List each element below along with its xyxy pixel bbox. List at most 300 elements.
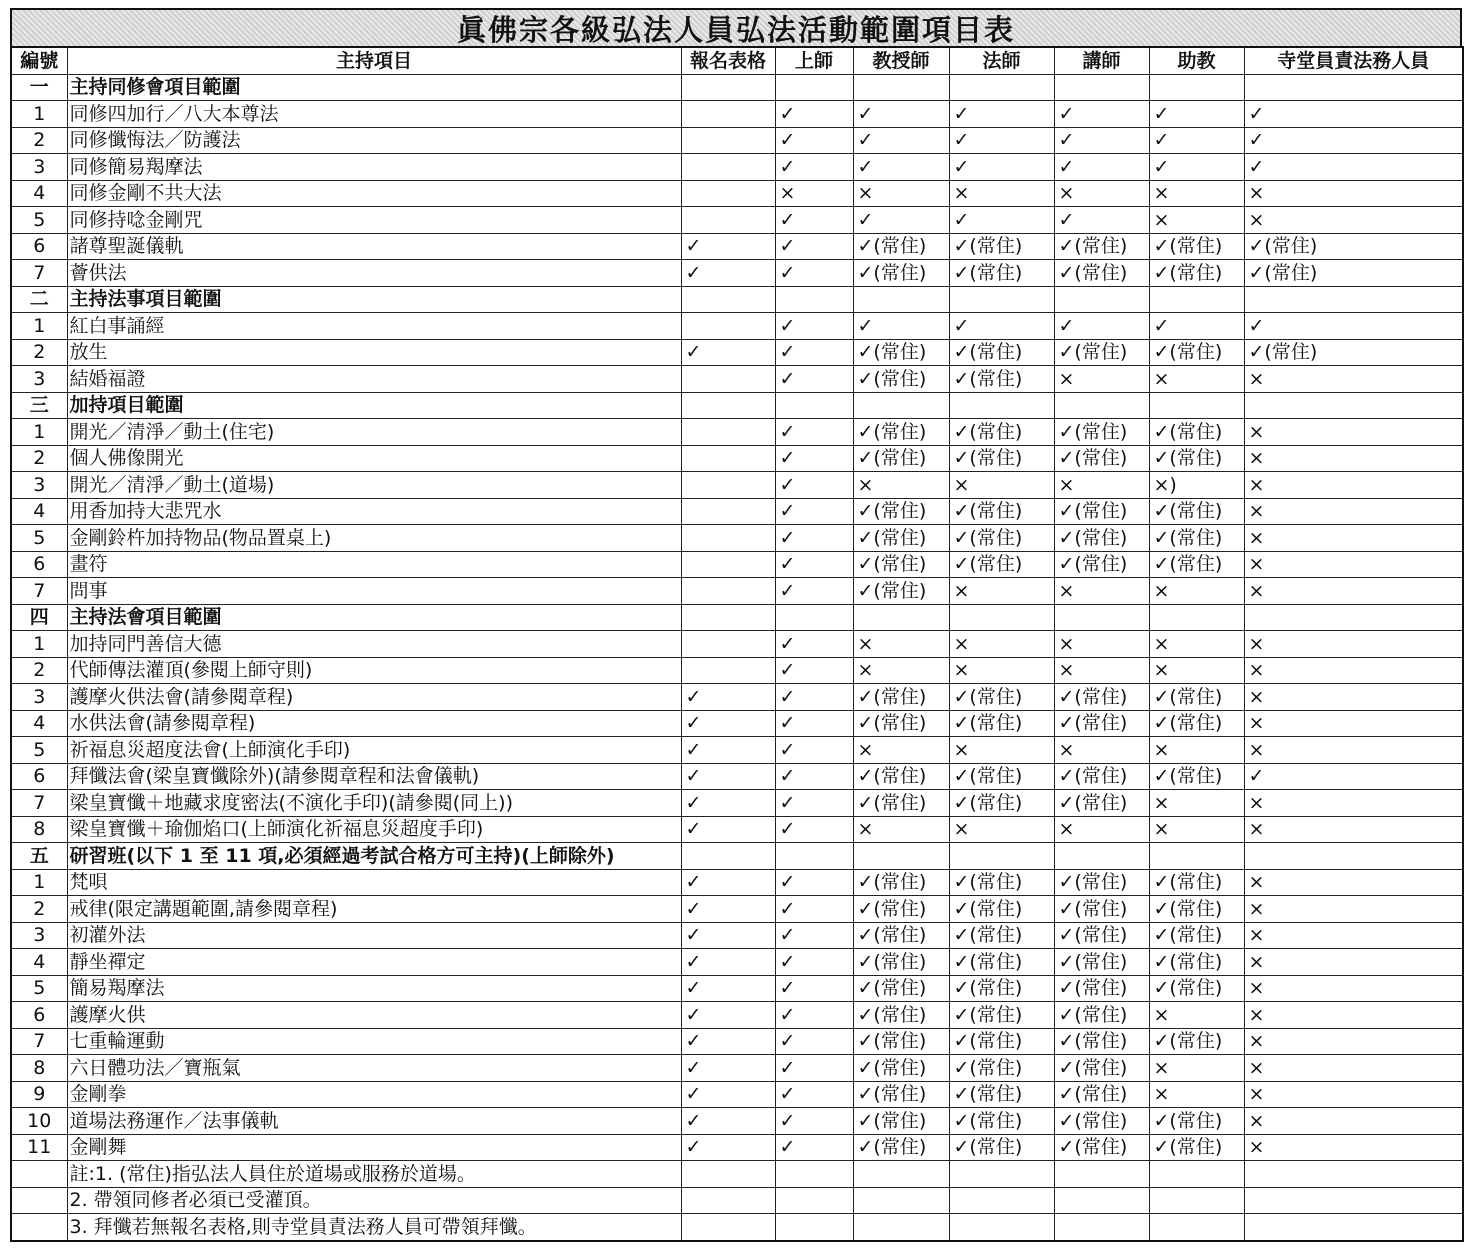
- permission-mark: ✓: [775, 1028, 853, 1055]
- permission-mark: ✓: [775, 472, 853, 499]
- permission-mark: ✓: [1244, 127, 1463, 154]
- note-text: 3. 拜懺若無報名表格,則寺堂員責法務人員可帶領拜懺。: [67, 1214, 681, 1241]
- table-row: [11, 737, 1463, 764]
- permission-mark: [681, 631, 775, 658]
- permission-mark: ✓: [1054, 154, 1149, 181]
- empty-cell: [1244, 286, 1463, 313]
- permission-mark: ✓(常住): [853, 233, 949, 260]
- item-name: 護摩火供法會(請參閱章程): [67, 684, 681, 711]
- permission-mark: ✓: [949, 101, 1054, 128]
- permission-mark: ×: [949, 578, 1054, 605]
- empty-cell: [775, 1161, 853, 1188]
- table-row: [11, 472, 1463, 499]
- table-row: [11, 1055, 1463, 1082]
- permission-mark: ✓: [775, 869, 853, 896]
- permission-mark: ✓: [775, 260, 853, 287]
- row-number: 4: [11, 180, 67, 207]
- permission-mark: ✓(常住): [1054, 763, 1149, 790]
- table-row: [11, 419, 1463, 446]
- permission-mark: ✓: [1149, 127, 1244, 154]
- permission-mark: ✓(常住): [1149, 551, 1244, 578]
- permission-mark: ✓(常住): [853, 366, 949, 393]
- permission-mark: ×: [1244, 1055, 1463, 1082]
- note-row: [11, 1214, 1463, 1241]
- permission-mark: [681, 578, 775, 605]
- page-title: 眞佛宗各級弘法人員弘法活動範圍項目表: [456, 12, 1015, 47]
- permission-mark: ×: [1149, 816, 1244, 843]
- table-row: [11, 1002, 1463, 1029]
- row-number: 2: [11, 127, 67, 154]
- permission-mark: ✓(常住): [1149, 975, 1244, 1002]
- permission-mark: ✓: [775, 631, 853, 658]
- permission-mark: ✓: [775, 127, 853, 154]
- permission-mark: ×: [1149, 790, 1244, 817]
- permission-mark: [681, 657, 775, 684]
- permission-mark: ✓: [1244, 154, 1463, 181]
- permission-mark: ✓(常住): [1149, 684, 1244, 711]
- row-number: 6: [11, 763, 67, 790]
- permission-mark: ×: [1244, 922, 1463, 949]
- permission-mark: [681, 101, 775, 128]
- permission-mark: ✓: [775, 498, 853, 525]
- permission-mark: ×: [1244, 1028, 1463, 1055]
- table-row: [11, 922, 1463, 949]
- table-row: [11, 975, 1463, 1002]
- scope-table: [10, 46, 1464, 1242]
- permission-mark: ✓: [681, 790, 775, 817]
- permission-mark: ✓(常住): [853, 1055, 949, 1082]
- empty-cell: [853, 1214, 949, 1241]
- permission-mark: ✓(常住): [949, 1081, 1054, 1108]
- permission-mark: ✓: [681, 896, 775, 923]
- permission-mark: ✓(常住): [853, 975, 949, 1002]
- permission-mark: ×: [949, 631, 1054, 658]
- permission-mark: ✓(常住): [1054, 710, 1149, 737]
- permission-mark: ✓: [775, 737, 853, 764]
- column-header: 主持項目: [67, 47, 681, 74]
- column-header: 教授師: [853, 47, 949, 74]
- row-number: 2: [11, 657, 67, 684]
- empty-cell: [1054, 74, 1149, 101]
- permission-mark: ✓(常住): [853, 1108, 949, 1135]
- permission-mark: ✓: [775, 657, 853, 684]
- empty-cell: [949, 74, 1054, 101]
- permission-mark: ✓(常住): [853, 684, 949, 711]
- permission-mark: ✓: [681, 684, 775, 711]
- row-number: 1: [11, 313, 67, 340]
- permission-mark: ×: [1244, 737, 1463, 764]
- section-number: 五: [11, 843, 67, 870]
- item-name: 同修簡易羯摩法: [67, 154, 681, 181]
- empty-cell: [949, 843, 1054, 870]
- permission-mark: ✓: [681, 949, 775, 976]
- empty-cell: [1149, 392, 1244, 419]
- permission-mark: ✓(常住): [1149, 1134, 1244, 1161]
- row-number: 1: [11, 419, 67, 446]
- permission-mark: ×: [1149, 1002, 1244, 1029]
- permission-mark: ×: [1244, 710, 1463, 737]
- empty-cell: [1149, 74, 1244, 101]
- table-row: [11, 869, 1463, 896]
- table-row: [11, 207, 1463, 234]
- table-row: [11, 1134, 1463, 1161]
- row-number: 3: [11, 684, 67, 711]
- empty-cell: [681, 286, 775, 313]
- empty-cell: [1244, 74, 1463, 101]
- row-number: 3: [11, 366, 67, 393]
- permission-mark: ✓(常住): [1244, 233, 1463, 260]
- permission-mark: ✓(常住): [949, 710, 1054, 737]
- permission-mark: ×): [1149, 472, 1244, 499]
- empty-cell: [949, 286, 1054, 313]
- permission-mark: ✓(常住): [1054, 233, 1149, 260]
- empty-cell: [853, 74, 949, 101]
- item-name: 開光／清淨／動土(道場): [67, 472, 681, 499]
- section-title: 研習班(以下 1 至 11 項,必須經過考試合格方可主持)(上師除外): [67, 843, 681, 870]
- permission-mark: ✓(常住): [1149, 445, 1244, 472]
- row-number: 3: [11, 922, 67, 949]
- empty-cell: [1244, 843, 1463, 870]
- section-title: 主持同修會項目範圍: [67, 74, 681, 101]
- permission-mark: ✓: [1244, 101, 1463, 128]
- empty-cell: [681, 843, 775, 870]
- permission-mark: ✓(常住): [949, 896, 1054, 923]
- table-row: [11, 445, 1463, 472]
- permission-mark: ✓(常住): [853, 896, 949, 923]
- permission-mark: ✓: [1149, 101, 1244, 128]
- permission-mark: ×: [1244, 684, 1463, 711]
- permission-mark: ✓(常住): [853, 339, 949, 366]
- permission-mark: ✓(常住): [1149, 498, 1244, 525]
- permission-mark: ✓(常住): [853, 922, 949, 949]
- permission-mark: ×: [1244, 869, 1463, 896]
- permission-mark: ✓: [681, 975, 775, 1002]
- table-row: [11, 578, 1463, 605]
- permission-mark: ✓(常住): [1149, 949, 1244, 976]
- table-row: [11, 1081, 1463, 1108]
- permission-mark: ✓: [1149, 313, 1244, 340]
- permission-mark: ✓(常住): [1149, 763, 1244, 790]
- section-row: [11, 286, 1463, 313]
- permission-mark: ✓(常住): [853, 790, 949, 817]
- permission-mark: ×: [1054, 737, 1149, 764]
- permission-mark: ×: [1244, 419, 1463, 446]
- permission-mark: ✓(常住): [949, 339, 1054, 366]
- permission-mark: ✓(常住): [853, 1134, 949, 1161]
- permission-mark: ✓: [775, 1108, 853, 1135]
- permission-mark: ✓(常住): [949, 260, 1054, 287]
- row-number: 3: [11, 472, 67, 499]
- permission-mark: ×: [1244, 525, 1463, 552]
- section-title: 主持法會項目範圍: [67, 604, 681, 631]
- permission-mark: [681, 154, 775, 181]
- permission-mark: ×: [1149, 657, 1244, 684]
- row-number: 11: [11, 1134, 67, 1161]
- empty-cell: [1054, 1187, 1149, 1214]
- column-header: 報名表格: [681, 47, 775, 74]
- section-row: [11, 604, 1463, 631]
- permission-mark: ✓: [775, 154, 853, 181]
- empty-cell: [949, 604, 1054, 631]
- empty-cell: [949, 1187, 1054, 1214]
- permission-mark: ✓: [681, 816, 775, 843]
- permission-mark: ×: [1149, 180, 1244, 207]
- permission-mark: ✓(常住): [1054, 684, 1149, 711]
- permission-mark: ×: [853, 657, 949, 684]
- permission-mark: ✓(常住): [1149, 233, 1244, 260]
- permission-mark: ✓: [1054, 207, 1149, 234]
- permission-mark: ✓(常住): [1149, 339, 1244, 366]
- column-header: 講師: [1054, 47, 1149, 74]
- permission-mark: ✓(常住): [949, 445, 1054, 472]
- permission-mark: ×: [1244, 578, 1463, 605]
- empty-cell: [853, 604, 949, 631]
- note-row: [11, 1161, 1463, 1188]
- permission-mark: ×: [1244, 498, 1463, 525]
- row-number: 2: [11, 339, 67, 366]
- empty-cell: [1054, 392, 1149, 419]
- permission-mark: ✓(常住): [949, 1028, 1054, 1055]
- row-number: 5: [11, 975, 67, 1002]
- permission-mark: ✓: [775, 816, 853, 843]
- permission-mark: ✓: [1244, 313, 1463, 340]
- permission-mark: ✓: [681, 1055, 775, 1082]
- empty-cell: [681, 1161, 775, 1188]
- item-name: 個人佛像開光: [67, 445, 681, 472]
- table-row: [11, 498, 1463, 525]
- permission-mark: ✓: [681, 233, 775, 260]
- permission-mark: ✓: [775, 896, 853, 923]
- row-number: 4: [11, 498, 67, 525]
- permission-mark: ✓: [775, 445, 853, 472]
- permission-mark: ✓: [775, 763, 853, 790]
- permission-mark: ✓: [775, 525, 853, 552]
- permission-mark: ×: [1054, 631, 1149, 658]
- empty-cell: [853, 286, 949, 313]
- empty-cell: [949, 1214, 1054, 1241]
- section-number: 一: [11, 74, 67, 101]
- permission-mark: ✓(常住): [949, 949, 1054, 976]
- section-number: 二: [11, 286, 67, 313]
- permission-mark: ×: [1244, 949, 1463, 976]
- permission-mark: ✓: [775, 975, 853, 1002]
- permission-mark: ✓(常住): [1054, 949, 1149, 976]
- empty-cell: [1054, 843, 1149, 870]
- permission-mark: ×: [1149, 578, 1244, 605]
- permission-mark: ✓(常住): [853, 869, 949, 896]
- permission-mark: ×: [1244, 1081, 1463, 1108]
- permission-mark: ✓: [949, 207, 1054, 234]
- empty-cell: [1244, 1187, 1463, 1214]
- permission-mark: ×: [1054, 180, 1149, 207]
- permission-mark: ✓: [681, 1002, 775, 1029]
- permission-mark: ✓: [853, 154, 949, 181]
- section-row: [11, 843, 1463, 870]
- permission-mark: ✓(常住): [949, 551, 1054, 578]
- item-name: 同修四加行／八大本尊法: [67, 101, 681, 128]
- permission-mark: [681, 525, 775, 552]
- permission-mark: ×: [1149, 631, 1244, 658]
- item-name: 梁皇寶懺＋瑜伽焰口(上師演化祈福息災超度手印): [67, 816, 681, 843]
- empty-cell: [11, 1187, 67, 1214]
- permission-mark: [681, 180, 775, 207]
- empty-cell: [681, 1187, 775, 1214]
- permission-mark: ✓: [1149, 154, 1244, 181]
- permission-mark: ✓(常住): [949, 1055, 1054, 1082]
- permission-mark: ✓: [775, 578, 853, 605]
- table-row: [11, 525, 1463, 552]
- table-row: [11, 1108, 1463, 1135]
- permission-mark: ✓(常住): [949, 763, 1054, 790]
- permission-mark: ✓: [681, 1081, 775, 1108]
- empty-cell: [775, 843, 853, 870]
- table-row: [11, 339, 1463, 366]
- permission-mark: ✓(常住): [853, 419, 949, 446]
- permission-mark: ×: [949, 816, 1054, 843]
- table-row: [11, 684, 1463, 711]
- empty-cell: [1149, 843, 1244, 870]
- empty-cell: [1244, 1214, 1463, 1241]
- permission-mark: ✓(常住): [949, 525, 1054, 552]
- permission-mark: ✓(常住): [949, 922, 1054, 949]
- permission-mark: ✓: [681, 869, 775, 896]
- table-row: [11, 127, 1463, 154]
- item-name: 畫符: [67, 551, 681, 578]
- row-number: 2: [11, 896, 67, 923]
- table-row: [11, 816, 1463, 843]
- item-name: 結婚福證: [67, 366, 681, 393]
- permission-mark: [681, 207, 775, 234]
- row-number: 5: [11, 737, 67, 764]
- empty-cell: [853, 392, 949, 419]
- row-number: 7: [11, 790, 67, 817]
- item-name: 初灌外法: [67, 922, 681, 949]
- permission-mark: ✓(常住): [1054, 260, 1149, 287]
- table-row: [11, 896, 1463, 923]
- permission-mark: ✓(常住): [853, 498, 949, 525]
- permission-mark: [681, 127, 775, 154]
- permission-mark: ✓(常住): [1054, 1055, 1149, 1082]
- permission-mark: ✓: [1054, 313, 1149, 340]
- permission-mark: ✓: [775, 366, 853, 393]
- empty-cell: [775, 392, 853, 419]
- permission-mark: ✓: [681, 339, 775, 366]
- table-row: [11, 657, 1463, 684]
- item-name: 用香加持大悲咒水: [67, 498, 681, 525]
- permission-mark: ✓: [775, 313, 853, 340]
- table-body: [11, 74, 1463, 1241]
- permission-mark: ×: [853, 737, 949, 764]
- row-number: 1: [11, 101, 67, 128]
- permission-mark: ✓: [775, 101, 853, 128]
- row-number: 8: [11, 1055, 67, 1082]
- column-header: 上師: [775, 47, 853, 74]
- item-name: 金剛舞: [67, 1134, 681, 1161]
- empty-cell: [775, 286, 853, 313]
- empty-cell: [681, 604, 775, 631]
- permission-mark: [681, 551, 775, 578]
- item-name: 拜懺法會(梁皇寶懺除外)(請參閱章程和法會儀軌): [67, 763, 681, 790]
- permission-mark: ✓(常住): [1149, 869, 1244, 896]
- item-name: 金剛拳: [67, 1081, 681, 1108]
- permission-mark: ✓: [775, 710, 853, 737]
- permission-mark: ✓: [775, 551, 853, 578]
- permission-mark: ✓: [949, 127, 1054, 154]
- empty-cell: [1054, 286, 1149, 313]
- section-title: 加持項目範圍: [67, 392, 681, 419]
- item-name: 同修金剛不共大法: [67, 180, 681, 207]
- item-name: 簡易羯摩法: [67, 975, 681, 1002]
- item-name: 諸尊聖誕儀軌: [67, 233, 681, 260]
- permission-mark: ✓(常住): [1054, 525, 1149, 552]
- permission-mark: ✓(常住): [1054, 551, 1149, 578]
- permission-mark: ✓: [775, 419, 853, 446]
- permission-mark: ×: [1054, 578, 1149, 605]
- permission-mark: [681, 419, 775, 446]
- permission-mark: ✓: [853, 127, 949, 154]
- empty-cell: [775, 74, 853, 101]
- item-name: 開光／清淨／動土(住宅): [67, 419, 681, 446]
- row-number: 1: [11, 869, 67, 896]
- item-name: 加持同門善信大德: [67, 631, 681, 658]
- empty-cell: [11, 1214, 67, 1241]
- permission-mark: ✓(常住): [1149, 1028, 1244, 1055]
- permission-mark: ✓(常住): [1054, 498, 1149, 525]
- permission-mark: ✓(常住): [949, 498, 1054, 525]
- empty-cell: [11, 1161, 67, 1188]
- section-row: [11, 74, 1463, 101]
- permission-mark: ✓(常住): [949, 419, 1054, 446]
- permission-mark: ×: [1149, 737, 1244, 764]
- note-row: [11, 1187, 1463, 1214]
- permission-mark: ×: [1244, 631, 1463, 658]
- item-name: 六日體功法／寶瓶氣: [67, 1055, 681, 1082]
- permission-mark: ✓: [853, 101, 949, 128]
- empty-cell: [681, 74, 775, 101]
- permission-mark: ×: [1244, 445, 1463, 472]
- permission-mark: ×: [1244, 472, 1463, 499]
- permission-mark: ✓(常住): [853, 1081, 949, 1108]
- permission-mark: ✓(常住): [949, 1002, 1054, 1029]
- permission-mark: ✓(常住): [1149, 896, 1244, 923]
- permission-mark: ✓: [681, 922, 775, 949]
- permission-mark: ×: [1244, 551, 1463, 578]
- empty-cell: [1244, 392, 1463, 419]
- note-text: 2. 帶領同修者必須已受灌頂。: [67, 1187, 681, 1214]
- permission-mark: ✓(常住): [1054, 790, 1149, 817]
- permission-mark: ×: [1054, 366, 1149, 393]
- permission-mark: ✓: [949, 313, 1054, 340]
- permission-mark: ✓: [775, 339, 853, 366]
- permission-mark: ×: [1149, 366, 1244, 393]
- permission-mark: ✓(常住): [949, 790, 1054, 817]
- permission-mark: ✓(常住): [1054, 975, 1149, 1002]
- permission-mark: ×: [1244, 1002, 1463, 1029]
- permission-mark: ×: [853, 631, 949, 658]
- empty-cell: [1149, 286, 1244, 313]
- empty-cell: [681, 392, 775, 419]
- row-number: 8: [11, 816, 67, 843]
- column-header: 寺堂員責法務人員: [1244, 47, 1463, 74]
- column-header: 法師: [949, 47, 1054, 74]
- permission-mark: ×: [853, 180, 949, 207]
- permission-mark: ✓(常住): [853, 525, 949, 552]
- row-number: 7: [11, 260, 67, 287]
- row-number: 7: [11, 1028, 67, 1055]
- permission-mark: ✓: [853, 313, 949, 340]
- permission-mark: ×: [1054, 816, 1149, 843]
- table-row: [11, 313, 1463, 340]
